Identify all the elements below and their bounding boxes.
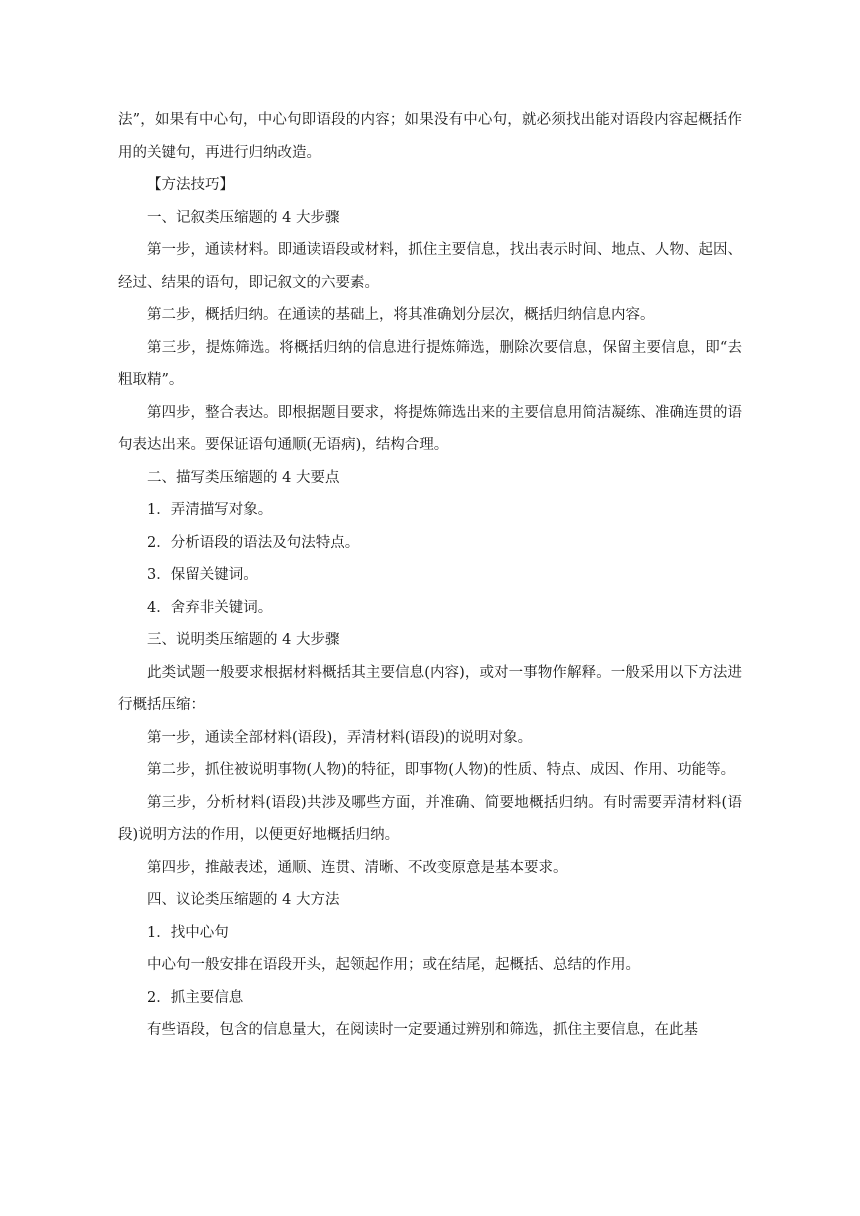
document-page bbox=[118, 104, 742, 1047]
paragraph-expository-step-3: 第三步，分析材料(语段)共涉及哪些方面，并准确、简要地概括归纳。有时需要弄清材料(语段)说明方法的作用，以便更好地概括归纳。 bbox=[118, 794, 742, 843]
list-item-argumentative-2: 2．抓主要信息 bbox=[147, 989, 244, 1006]
section-heading-descriptive: 二、描写类压缩题的 4 大要点 bbox=[147, 469, 340, 486]
paragraph-expository-step-2: 第二步，抓住被说明事物(人物)的特征，即事物(人物)的性质、特点、成因、作用、功能等。 bbox=[147, 762, 736, 778]
paragraph-narrative-step-2: 第二步，概括归纳。在通读的基础上，将其准确划分层次，概括归纳信息内容。 bbox=[147, 307, 655, 323]
section-heading-expository: 三、说明类压缩题的 4 大步骤 bbox=[147, 632, 340, 648]
list-item-descriptive-4: 4．舍弃非关键词。 bbox=[147, 599, 273, 616]
paragraph-narrative-step-3: 第三步，提炼筛选。将概括归纳的信息进行提炼筛选，删除次要信息，保留主要信息，即“去粗取精”。 bbox=[118, 339, 742, 388]
paragraph-central-sentence: 中心句一般安排在语段开头，起领起作用；或在结尾，起概括、总结的作用。 bbox=[147, 957, 640, 973]
paragraph-main-info: 有些语段，包含的信息量大，在阅读时一定要通过辨别和筛选，抓住主要信息，在此基 bbox=[147, 1022, 698, 1038]
list-item-descriptive-3: 3．保留关键词。 bbox=[147, 567, 258, 583]
paragraph-continuation: 法”，如果有中心句，中心句即语段的内容；如果没有中心句，就必须找出能对语段内容起概括作用的关键句，再进行归纳改造。 bbox=[118, 112, 742, 161]
list-item-descriptive-2: 2．分析语段的语法及句法特点。 bbox=[147, 534, 360, 551]
paragraph-narrative-step-4: 第四步，整合表达。即根据题目要求，将提炼筛选出来的主要信息用简洁凝练、准确连贯的语句表达出来。要保证语句通顺(无语病)，结构合理。 bbox=[118, 404, 742, 453]
list-item-argumentative-1: 1．找中心句 bbox=[147, 924, 229, 941]
paragraph-expository-step-1: 第一步，通读全部材料(语段)，弄清材料(语段)的说明对象。 bbox=[147, 729, 533, 746]
paragraph-narrative-step-1: 第一步，通读材料。即通读语段或材料，抓住主要信息，找出表示时间、地点、人物、起因、经过、结果的语句，即记叙文的六要素。 bbox=[118, 242, 742, 291]
paragraph-expository-step-4: 第四步，推敲表述，通顺、连贯、清晰、不改变原意是基本要求。 bbox=[147, 859, 568, 876]
section-heading-narrative: 一、记叙类压缩题的 4 大步骤 bbox=[147, 209, 340, 226]
section-heading-argumentative: 四、议论类压缩题的 4 大方法 bbox=[147, 892, 340, 908]
list-item-descriptive-1: 1．弄清描写对象。 bbox=[147, 502, 273, 518]
section-heading-method-tips: 【方法技巧】 bbox=[147, 177, 234, 193]
paragraph-expository-intro: 此类试题一般要求根据材料概括其主要信息(内容)，或对一事物作解释。一般采用以下方法进行概括压缩： bbox=[118, 664, 742, 713]
